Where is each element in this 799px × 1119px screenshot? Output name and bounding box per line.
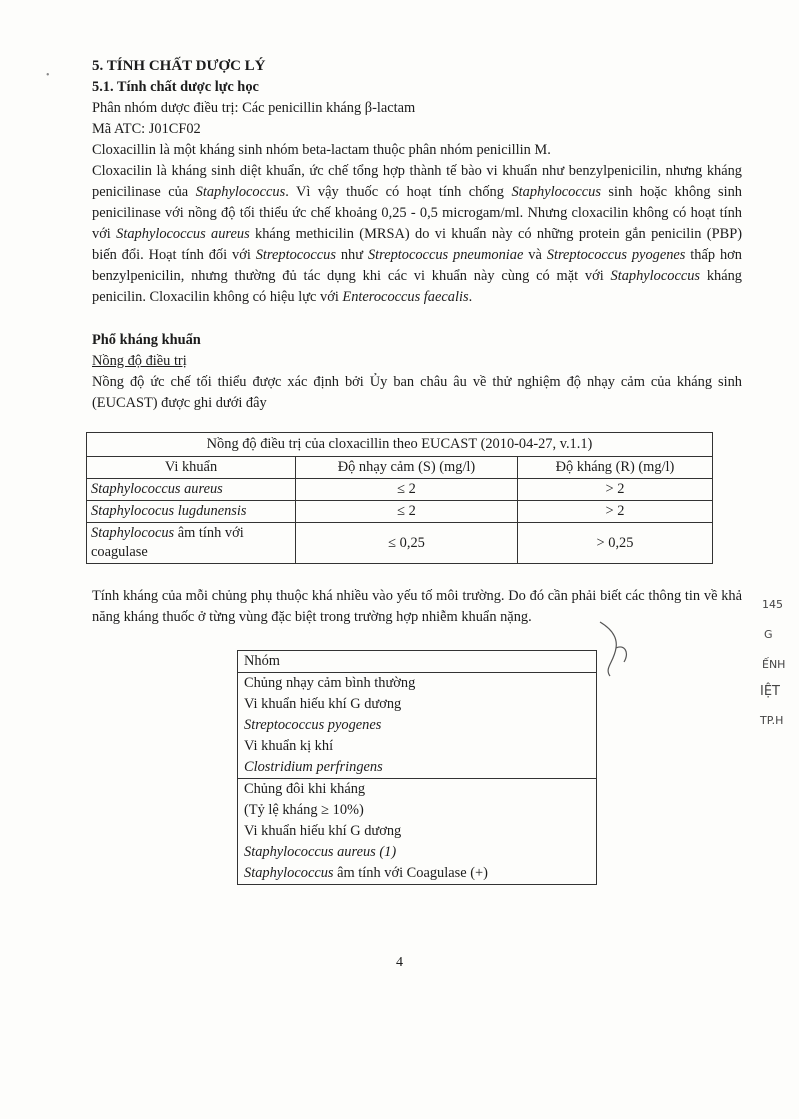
list-item: Staphylococcus aureus (1): [244, 844, 397, 860]
atc-code-line: Mã ATC: J01CF02: [92, 121, 201, 137]
margin-stamp-text: ẾNH: [762, 658, 786, 671]
table-row: [87, 479, 713, 501]
margin-stamp-text: 145: [762, 598, 783, 611]
list-item: Vi khuẩn hiếu khí G dương: [244, 823, 402, 839]
scan-dot: •: [46, 70, 50, 81]
eucast-table: [86, 432, 713, 564]
resistance-text: Tính kháng của mỗi chủng phụ thuộc khá nhiều vào yếu tố môi trường. Do đó cần phải biết các thông tin về khả năng kháng thuốc ở từng vùng đặc biệt trong trường hợp nhiễm khuẩn nặng.: [92, 588, 742, 625]
resistant-group: [238, 779, 597, 885]
list-item: (Tỷ lệ kháng ≥ 10%): [244, 802, 364, 818]
list-item: Vi khuẩn hiếu khí G dương: [244, 696, 402, 712]
resistant-cell: > 2: [518, 501, 713, 523]
sensitive-cell: ≤ 0,25: [296, 523, 518, 564]
sensitive-cell: ≤ 2: [296, 501, 518, 523]
margin-stamp-text: TP.H: [760, 714, 784, 727]
resistant-cell: > 0,25: [518, 523, 713, 564]
organism-cell: Staphylococus âm tính với coagulase: [87, 523, 296, 564]
organism-cell: Staphylococcus aureus: [87, 479, 296, 501]
pharmacology-paragraph: Cloxacilin là kháng sinh diệt khuẩn, ức chế tổng hợp thành tế bào vi khuẩn như benzylpenicilin, nhưng kháng penicilinase của Staphylococcus. Vì vậy thuốc có hoạt tính chống Staphylococcus sinh hoặc không sinh penicilinase với nồng độ tối thiểu ức chế khoảng 0,25 - 0,5 microgam/ml. Nhưng cloxacilin không có hoạt tính với Staphylococcus aureus kháng methicilin (MRSA) do vi khuẩn này có những protein gắn penicilin (PBP) biến đổi. Hoạt tính đối với Streptococcus như Streptococcus pneumoniae và Streptococcus pyogenes thấp hơn benzylpenicilin, nhưng thường đủ tác dụng khi các vi khuẩn này cùng có mặt với Staphylococcus kháng penicilin. Cloxacilin không có hiệu lực với Enterococcus faecalis.: [92, 163, 742, 305]
list-item: Staphylococcus âm tính với Coagulase (+): [244, 865, 488, 881]
list-item: Streptococcus pyogenes: [244, 717, 382, 733]
subsection-heading: 5.1. Tính chất dược lực học: [92, 79, 259, 95]
groups-table: [237, 650, 597, 885]
groups-header: Nhóm: [238, 651, 597, 673]
list-item: Vi khuẩn kị khí: [244, 738, 334, 754]
intro-line: Cloxacillin là một kháng sinh nhóm beta-lactam thuộc phân nhóm penicillin M.: [92, 142, 551, 158]
header-organism: Vi khuẩn: [87, 457, 296, 479]
margin-stamp-text: G: [764, 628, 773, 641]
resistant-cell: > 2: [518, 479, 713, 501]
table-row: [87, 523, 713, 564]
sensitive-title: Chủng nhạy cảm bình thường: [244, 675, 416, 691]
page-content: [92, 56, 742, 885]
spectrum-heading: Phổ kháng khuẩn: [92, 332, 201, 348]
concentration-text: Nồng độ ức chế tối thiểu được xác định bởi Ủy ban châu âu về thử nghiệm độ nhạy cảm của kháng sinh (EUCAST) được ghi dưới đây: [92, 374, 742, 411]
sensitive-group: [238, 673, 597, 779]
header-sensitive: Độ nhạy cảm (S) (mg/l): [296, 457, 518, 479]
pharm-group-line: Phân nhóm dược điều trị: Các penicillin kháng β-lactam: [92, 100, 416, 116]
list-item: Clostridium perfringens: [244, 759, 383, 775]
eucast-table-caption: Nồng độ điều trị của cloxacillin theo EUCAST (2010-04-27, v.1.1): [87, 433, 713, 457]
concentration-heading: Nồng độ điều trị: [92, 353, 187, 369]
sensitive-cell: ≤ 2: [296, 479, 518, 501]
header-resistant: Độ kháng (R) (mg/l): [518, 457, 713, 479]
section-heading: 5. TÍNH CHẤT DƯỢC LÝ: [92, 58, 266, 74]
organism-cell: Staphylococus lugdunensis: [87, 501, 296, 523]
table-row: [87, 501, 713, 523]
page-number: 4: [396, 955, 403, 970]
signature-mark: [596, 618, 636, 680]
margin-stamp-text: IỆT: [760, 684, 780, 699]
resistant-title: Chủng đôi khi kháng: [244, 781, 366, 797]
